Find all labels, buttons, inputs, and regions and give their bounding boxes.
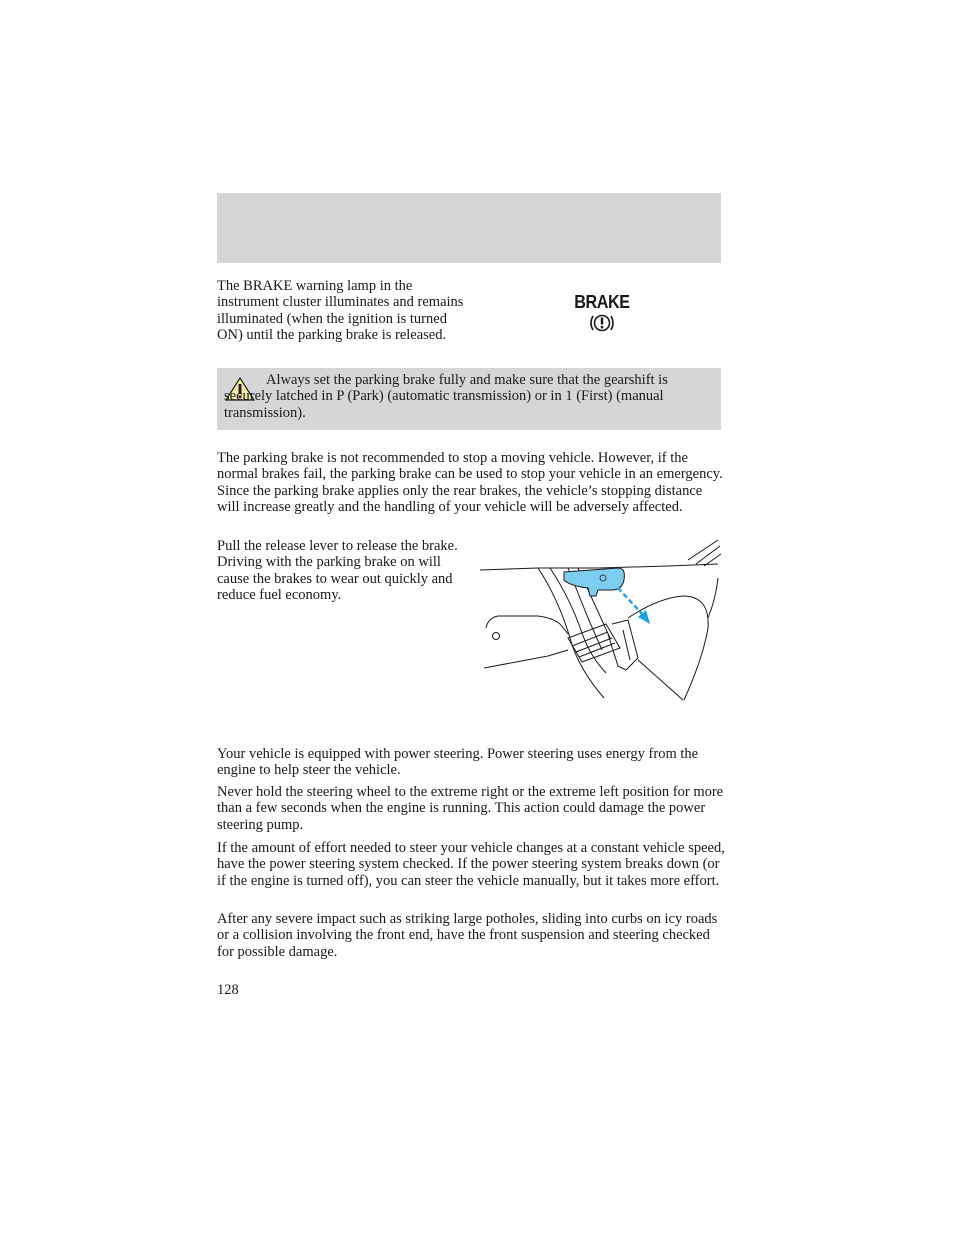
page-number: 128 — [217, 982, 239, 998]
parking-brake-release-illustration — [478, 538, 723, 703]
section-header-bar — [217, 193, 721, 263]
power-steering-paragraph-2: Never hold the steering wheel to the extreme right or the extreme left position for more than a few seconds when the engine is running. This action could damage the power steering pump. — [217, 784, 724, 833]
parking-brake-paragraph-2: Pull the release lever to release the brake. Driving with the parking brake on will cause the brakes to wear out quickly and reduce fuel economy. — [217, 538, 458, 604]
power-steering-paragraph-1: Your vehicle is equipped with power steering. Power steering uses energy from the engine to help steer the vehicle. — [217, 746, 699, 779]
brake-lamp-intro: The BRAKE warning lamp in the instrument cluster illuminates and remains illuminated (when the ignition is turned ON) until the parking brake is released. — [217, 278, 464, 344]
warning-callout — [217, 368, 721, 430]
power-steering-paragraph-4: After any severe impact such as striking large potholes, sliding into curbs on icy roads or a collision involving the front end, have the front suspension and steering checked for possible damage. — [217, 911, 718, 960]
brake-lamp-label: BRAKE — [574, 292, 630, 312]
parking-brake-paragraph-1: The parking brake is not recommended to stop a moving vehicle. However, if the normal brakes fail, the parking brake can be used to stop your vehicle in an emergency. Since the parking brake applies only the rear brakes, the vehicle’s stopping distance will increase greatly and the handling of your vehicle will be adversely affected. — [217, 450, 723, 516]
release-lever — [564, 568, 624, 596]
power-steering-paragraph-3: If the amount of effort needed to steer your vehicle changes at a constant vehicle speed, have the power steering system checked. If the power steering system breaks down (or if the engine is turned off), you can steer the vehicle manually, but it takes more effort. — [217, 840, 725, 889]
brake-exclamation-icon — [588, 313, 616, 333]
brake-warning-lamp — [565, 292, 639, 340]
warning-text: Always set the parking brake fully and make sure that the gearshift is securely latched in P (Park) (automatic transmission) or in 1 (First) (manual transmission). — [224, 372, 668, 421]
